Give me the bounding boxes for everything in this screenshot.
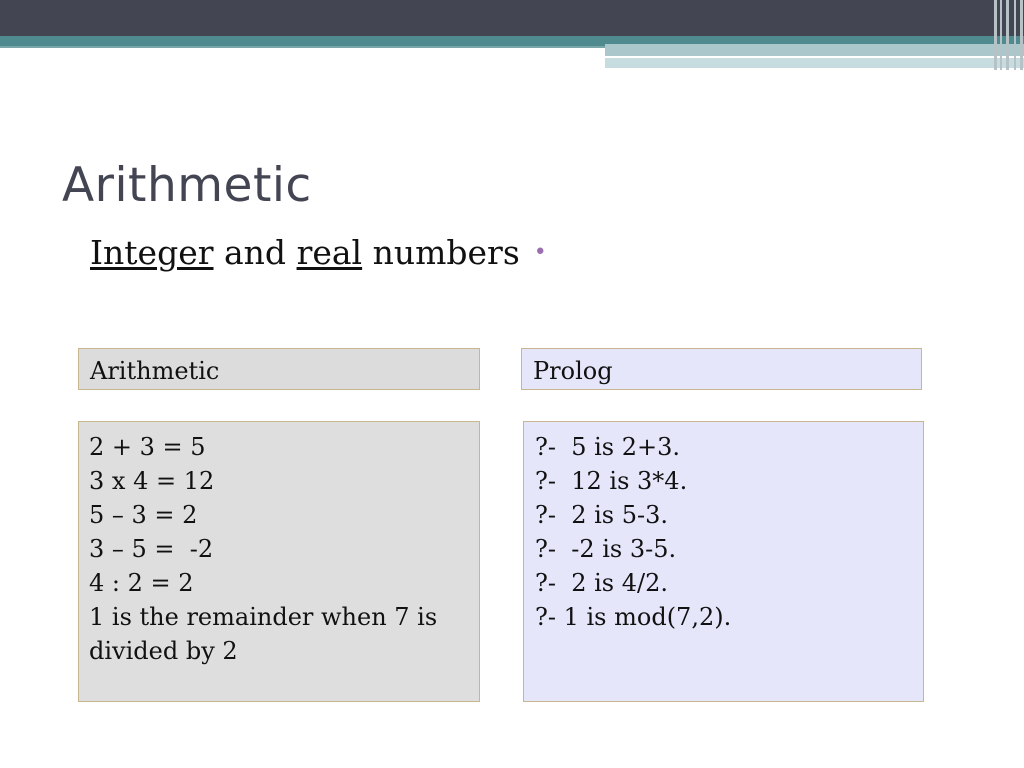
prolog-query-line: ?- 12 is 3*4. (535, 467, 688, 495)
subtitle-connector: and (213, 233, 297, 272)
arithmetic-line: 4 : 2 = 2 (89, 569, 194, 597)
subtitle-real-term: real (296, 233, 363, 272)
arithmetic-line: 5 – 3 = 2 (89, 501, 198, 529)
decor-line (0, 46, 605, 48)
light-decor-band-lower (605, 58, 1024, 68)
arithmetic-line: 3 – 5 = -2 (89, 535, 214, 563)
prolog-query-line: ?- 2 is 4/2. (535, 569, 669, 597)
slide-subtitle (90, 233, 547, 272)
vertical-decor-bar (1006, 0, 1009, 70)
arithmetic-line: 1 is the remainder when 7 is divided by 2 (89, 603, 445, 665)
prolog-query-line: ?- 5 is 2+3. (535, 433, 681, 461)
vertical-decor-bar (1000, 0, 1002, 70)
vertical-decor-bar (994, 0, 997, 70)
vertical-decor-bar (1020, 0, 1023, 70)
prolog-column-header: Prolog (521, 348, 922, 390)
top-decor-band (0, 0, 1024, 36)
subtitle-integer-term: Integer (90, 233, 214, 272)
arithmetic-examples-box (78, 421, 480, 702)
prolog-query-line: ?- -2 is 3-5. (535, 535, 677, 563)
bullet-icon: • (533, 240, 547, 265)
light-decor-band-upper (605, 44, 1024, 56)
slide-title: Arithmetic (62, 158, 312, 213)
decor-highlight-line (830, 56, 950, 58)
prolog-examples-box (523, 421, 924, 702)
arithmetic-line: 2 + 3 = 5 (89, 433, 206, 461)
subtitle-numbers-word: numbers (362, 233, 520, 272)
prolog-query-line: ?- 2 is 5-3. (535, 501, 669, 529)
arithmetic-line: 3 x 4 = 12 (89, 467, 215, 495)
vertical-decor-bar (1014, 0, 1016, 70)
prolog-query-line: ?- 1 is mod(7,2). (535, 603, 732, 631)
arithmetic-column-header: Arithmetic (78, 348, 480, 390)
